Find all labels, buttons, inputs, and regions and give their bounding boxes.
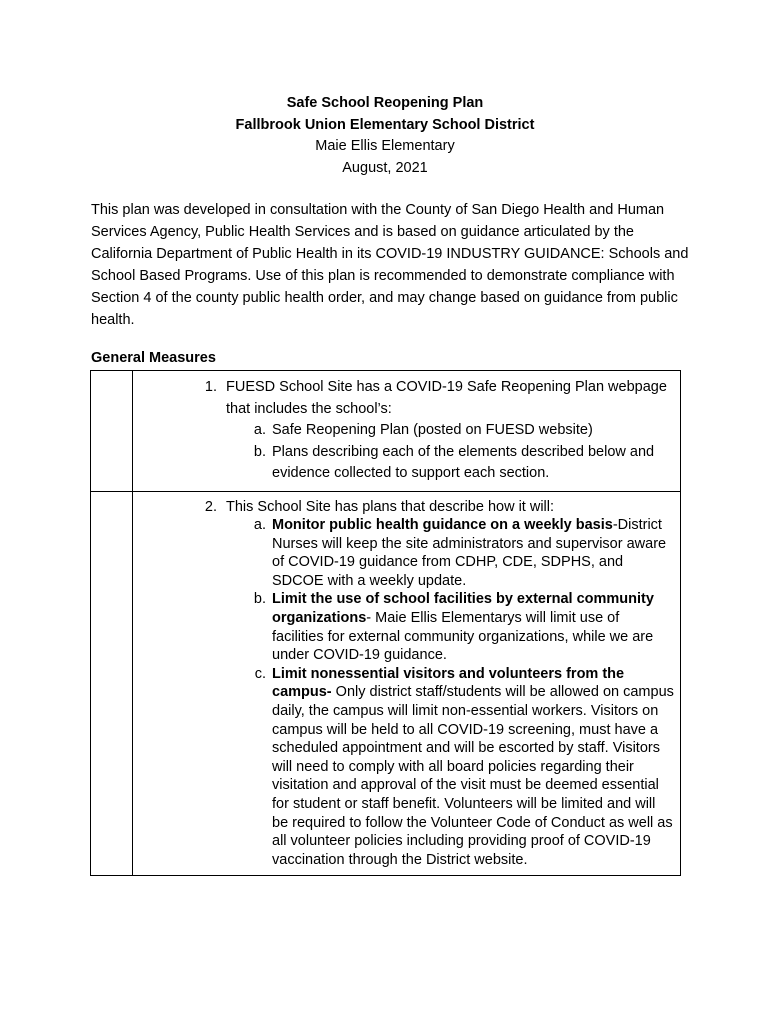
sub-item-letter: a. xyxy=(253,422,266,438)
sub-item-text xyxy=(272,420,593,442)
item-text: This School Site has plans that describe how it will: xyxy=(226,498,555,515)
sub-item xyxy=(133,590,676,664)
sub-item-text xyxy=(272,516,676,590)
list-item xyxy=(133,498,676,517)
sub-item-letter: c. xyxy=(254,665,266,682)
sub-item-text xyxy=(272,442,676,485)
section-heading: General Measures xyxy=(91,350,216,366)
sub-item-text xyxy=(272,665,676,870)
sub-item-text xyxy=(272,590,676,664)
item-text: FUESD School Site has a COVID-19 Safe Reopening Plan webpage that includes the school’s: xyxy=(226,379,667,417)
document-date: August, 2021 xyxy=(342,159,428,176)
sub-item-bold: Limit the use of school facilities by external community organizations xyxy=(272,591,654,627)
measure-cell xyxy=(133,491,681,876)
measure-cell xyxy=(133,371,681,492)
sub-item-letter: b. xyxy=(253,443,266,460)
document-header xyxy=(0,93,770,179)
intro-paragraph: This plan was developed in consultation with the County of San Diego Health and Human Services Agency, Public Health Services and is based on guidance articulated by the California Department of Public Health in its COVID-19 INDUSTRY GUIDANCE: Schools and School Based Programs. Use of this plan is recommended to demonstrate compliance with Section 4 of the county public health order, and may change based on guidance from public health. xyxy=(91,202,689,328)
sub-item-body: -District Nurses will keep the site administrators and supervisor aware of COVID-19 guidance from CDHP, CDE, SDPHS, and SDCOE with a weekly update. xyxy=(272,517,667,589)
sub-item-letter: b. xyxy=(253,591,266,608)
checkbox-cell xyxy=(91,371,133,492)
sub-item-letter: a. xyxy=(253,517,266,534)
table-row xyxy=(91,371,681,492)
school-name: Maie Ellis Elementary xyxy=(315,138,455,154)
document-title: Safe School Reopening Plan xyxy=(286,95,484,111)
sub-item-body: - Maie Ellis Elementarys will limit use of facilities for external community organizations, while we are under COVID-19 guidance. xyxy=(272,610,654,664)
sub-item xyxy=(133,516,676,590)
sub-item-bold: Limit nonessential visitors and volunteers from the campus- xyxy=(272,665,625,701)
sub-item-body: Only district staff/students will be allowed on campus daily, the campus will limit non-essential workers. Visitors on campus will be held to all COVID-19 screening, must have a scheduled appointment and will be escorted by staff. Visitors will need to comply with all board policies regarding their visitation and approval of the visit must be deemed essential for student or staff benefit. Volunteers will be limited and will be required to follow the Volunteer Code of Conduct as well as all volunteer policies including providing proof of COVID-19 vaccination through the District website. xyxy=(272,684,674,868)
measures-table xyxy=(90,370,681,876)
sub-item xyxy=(133,420,676,442)
item-number: 2. xyxy=(204,498,217,515)
checkbox-cell xyxy=(91,491,133,876)
sub-item-body: Plans describing each of the elements described below and evidence collected to support each section. xyxy=(272,443,655,481)
list-item xyxy=(133,377,676,420)
sub-item-bold: Monitor public health guidance on a weekly basis xyxy=(272,517,613,534)
item-number: 1. xyxy=(204,379,217,395)
sub-item-body: Safe Reopening Plan (posted on FUESD website) xyxy=(272,422,593,438)
table-row xyxy=(91,491,681,876)
sub-item xyxy=(133,665,676,870)
sub-item xyxy=(133,442,676,485)
district-name: Fallbrook Union Elementary School District xyxy=(235,116,535,133)
